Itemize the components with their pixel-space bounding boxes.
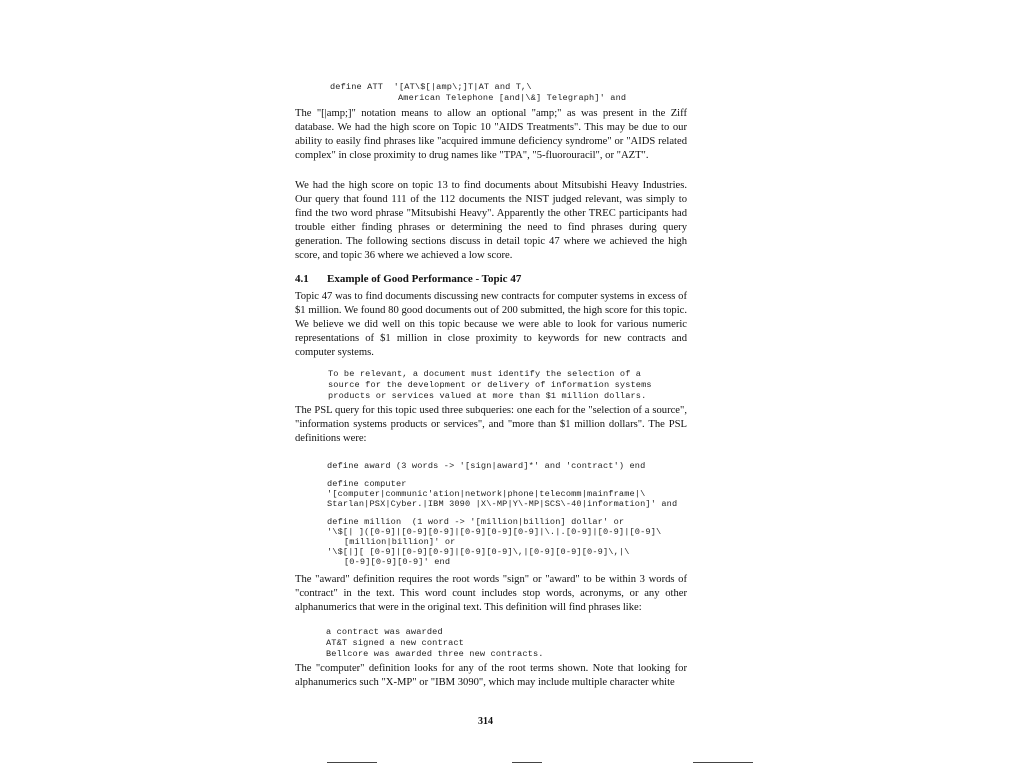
paragraph-psl-query: The PSL query for this topic used three subqueries: one each for the "selection of a source", "information systems products or services", and "more than $1 million dollars". The PSL definitions were: bbox=[295, 405, 687, 445]
example-line1: a contract was awarded bbox=[326, 627, 443, 637]
code-million-line5: [0-9][0-9][0-9]' end bbox=[344, 557, 451, 567]
footer-rule-2 bbox=[512, 762, 542, 763]
paragraph-amp-notation: The "[|amp;]" notation means to allow an optional "amp;" as was present in the Ziff database. We had the high score on Topic 10 "AIDS Treatments". This may be due to our ability to easily find phrases like "acquired immune deficiency syndrome" or "AIDS related complex" in close proximity to drug names like "TPA", "5-fluorouracil", or "AZT". bbox=[295, 108, 687, 162]
example-line3: Bellcore was awarded three new contracts. bbox=[326, 649, 544, 659]
section-heading bbox=[295, 273, 521, 285]
code-million-line3: [million|billion]' or bbox=[344, 537, 456, 547]
code-million-line2: '\$[| ]([0-9]|[0-9][0-9]|[0-9][0-9][0-9]|\.|.[0-9]|[0-9]|[0-9]\ bbox=[327, 527, 662, 537]
quote-line2: source for the development or delivery of information systems bbox=[328, 380, 652, 390]
section-title: Example of Good Performance - Topic 47 bbox=[327, 273, 522, 285]
quote-line1: To be relevant, a document must identify the selection of a bbox=[328, 369, 642, 379]
footer-rule-3 bbox=[693, 762, 753, 763]
paragraph-topic-13: We had the high score on topic 13 to find documents about Mitsubishi Heavy Industries. Our query that found 111 of the 112 documents the NIST judged relevant, was simply to find the two word phrase "Mitsubishi Heavy". Apparently the other TREC participants had trouble either finding phrases or determining the need to find phrases during query generation. The following sections discuss in detail topic 47 where we achieved the high score, and topic 36 where we achieved a low score. bbox=[295, 180, 687, 262]
example-line2: AT&T signed a new contract bbox=[326, 638, 464, 648]
section-number: 4.1 bbox=[295, 273, 309, 285]
paragraph-computer-definition: The "computer" definition looks for any of the root terms shown. Note that looking for alphanumerics such "X-MP" or "IBM 3090", which may include multiple character white bbox=[295, 663, 687, 689]
code-computer-line2: '[computer|communic'ation|network|phone|telecomm|mainframe|\ bbox=[327, 489, 646, 499]
page-number: 314 bbox=[478, 716, 493, 727]
code-computer-line3: Starlan|PSX|Cyber.|IBM 3090 |X\-MP|Y\-MP|SCS\-40|information]' and bbox=[327, 499, 678, 509]
code-att-line2: American Telephone [and|\&] Telegraph]' and bbox=[398, 93, 627, 103]
paragraph-topic-47: Topic 47 was to find documents discussing new contracts for computer systems in excess of $1 million. We found 80 good documents out of 200 submitted, the high score for this topic. We believe we did well on this topic because we were able to look for various numeric representations of $1 million in close proximity to keywords for new contracts and computer systems. bbox=[295, 291, 687, 359]
code-att-line1: define ATT '[AT\$[|amp\;]T|AT and T,\ bbox=[330, 82, 532, 92]
code-award: define award (3 words -> '[sign|award]*' and 'contract') end bbox=[327, 461, 646, 471]
quote-line3: products or services valued at more than $1 million dollars. bbox=[328, 391, 647, 401]
code-computer-line1: define computer bbox=[327, 479, 407, 489]
code-million-line1: define million (1 word -> '[million|billion] dollar' or bbox=[327, 517, 625, 527]
footer-rule-1 bbox=[327, 762, 377, 763]
code-million-line4: '\$[|][ [0-9]|[0-9][0-9]|[0-9][0-9]\,|[0-9][0-9][0-9]\,|\ bbox=[327, 547, 630, 557]
paragraph-award-definition: The "award" definition requires the root words "sign" or "award" to be within 3 words of "contract" in the text. This word count includes stop words, acronyms, or any other alphanumerics that were in the original text. This definition will find phrases like: bbox=[295, 574, 687, 614]
